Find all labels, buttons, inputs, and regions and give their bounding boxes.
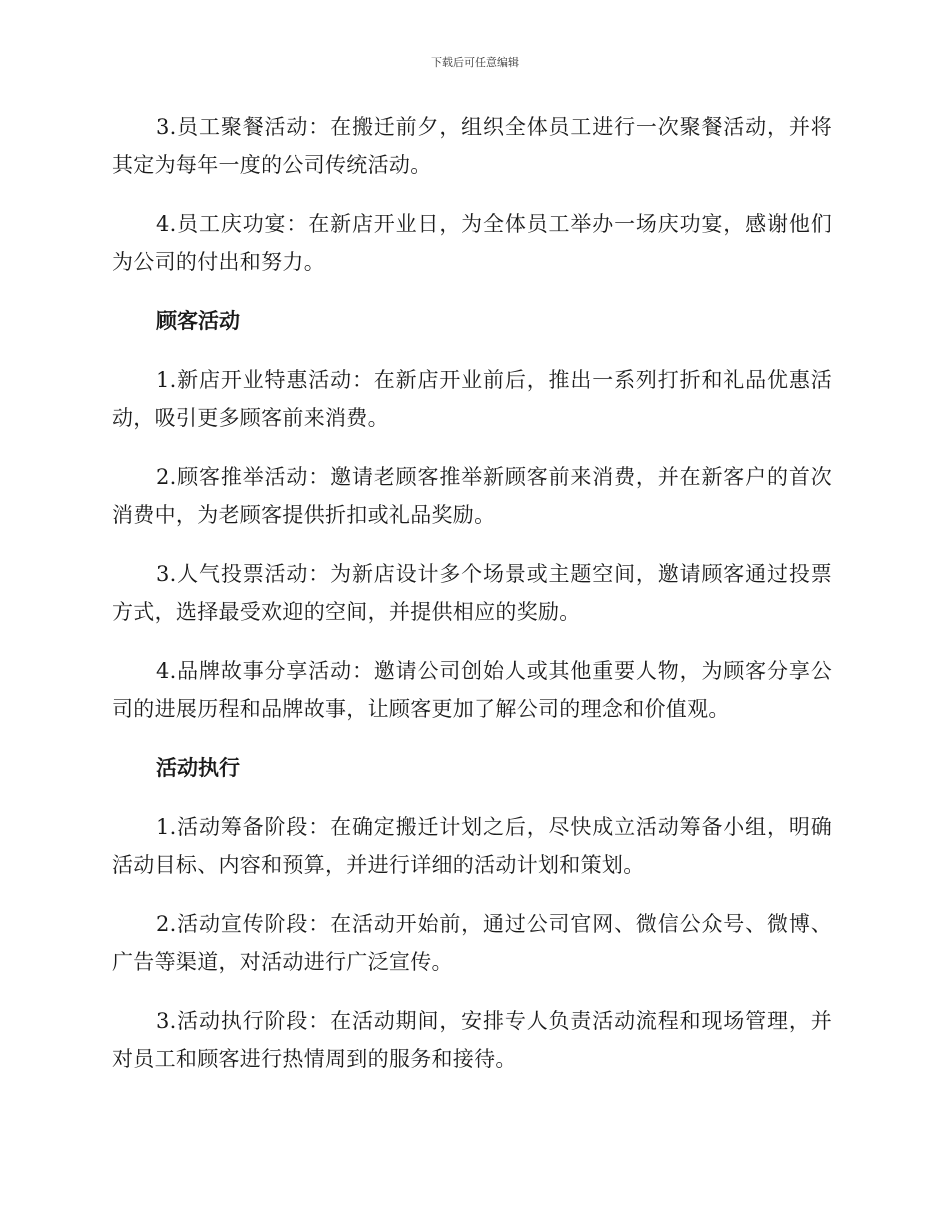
paragraph-brand-story: 4.品牌故事分享活动：邀请公司创始人或其他重要人物，为顾客分享公司的进展历程和品牌故事，让顾客更加了解公司的理念和价值观。 <box>112 659 832 721</box>
paragraph-customer-referral: 2.顾客推举活动：邀请老顾客推举新顾客前来消费，并在新客户的首次消费中，为老顾客提供折扣或礼品奖励。 <box>112 465 832 527</box>
document-body <box>112 108 832 1099</box>
paragraph-opening-promotion: 1.新店开业特惠活动：在新店开业前后，推出一系列打折和礼品优惠活动，吸引更多顾客前来消费。 <box>112 368 832 430</box>
paragraph-execution-phase: 3.活动执行阶段：在活动期间，安排专人负责活动流程和现场管理，并对员工和顾客进行热情周到的服务和接待。 <box>112 1009 832 1071</box>
paragraph-popularity-vote: 3.人气投票活动：为新店设计多个场景或主题空间，邀请顾客通过投票方式，选择最受欢迎的空间，并提供相应的奖励。 <box>112 562 832 624</box>
paragraph-preparation-phase: 1.活动筹备阶段：在确定搬迁计划之后，尽快成立活动筹备小组，明确活动目标、内容和预算，并进行详细的活动计划和策划。 <box>112 815 832 877</box>
section-heading-customer-activities: 顾客活动 <box>156 309 240 333</box>
paragraph-promotion-phase: 2.活动宣传阶段：在活动开始前，通过公司官网、微信公众号、微博、广告等渠道，对活动进行广泛宣传。 <box>112 912 832 974</box>
paragraph-employee-celebration: 4.员工庆功宴：在新店开业日，为全体员工举办一场庆功宴，感谢他们为公司的付出和努力。 <box>112 212 832 274</box>
section-heading-activity-execution: 活动执行 <box>156 756 240 780</box>
paragraph-employee-dinner: 3.员工聚餐活动：在搬迁前夕，组织全体员工进行一次聚餐活动，并将其定为每年一度的公司传统活动。 <box>112 115 832 177</box>
page-header: 下载后可任意编辑 <box>431 56 519 69</box>
